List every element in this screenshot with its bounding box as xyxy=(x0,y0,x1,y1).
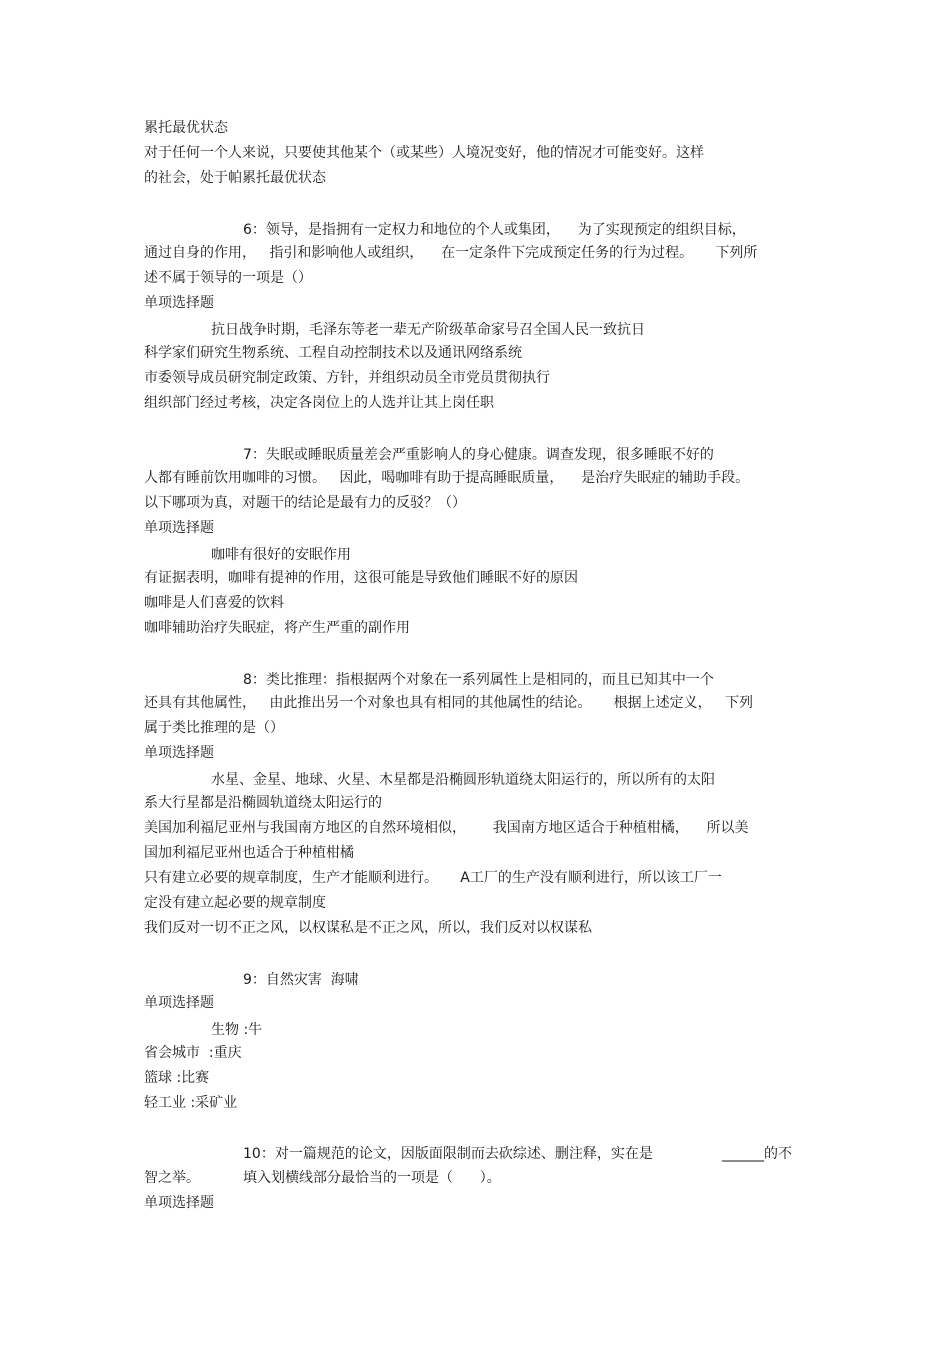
q10-stem-line-1: 10：对一篇规范的论文，因版面限制而去砍综述、删注释，实在是 xyxy=(243,1146,653,1162)
q6-option-b: 科学家们研究生物系统、工程自动控制技术以及通讯网络系统 xyxy=(144,345,522,361)
q6-question-type: 单项选择题 xyxy=(144,295,214,311)
q8-option-c-line-1: 只有建立必要的规章制度，生产才能顺利进行。 A工厂的生产没有顺利进行，所以该工厂一 xyxy=(144,870,722,886)
q8-stem-line-1: 8：类比推理：指根据两个对象在一系列属性上是相同的，而且已知其中一个 xyxy=(243,672,714,688)
q7-option-b: 有证据表明，咖啡有提神的作用，这很可能是导致他们睡眠不好的原因 xyxy=(144,570,578,586)
q9-option-c: 篮球 :比赛 xyxy=(144,1070,210,1086)
q9-stem: 9：自然灾害 海啸 xyxy=(243,972,359,988)
intro-line-3: 的社会，处于帕累托最优状态 xyxy=(144,170,326,186)
q10-question-type: 单项选择题 xyxy=(144,1195,214,1211)
q8-option-a-line-2: 系大行星都是沿椭圆轨道绕太阳运行的 xyxy=(144,795,382,811)
q6-option-c: 市委领导成员研究制定政策、方针，并组织动员全市党员贯彻执行 xyxy=(144,370,550,386)
q8-stem-line-2: 还具有其他属性， 由此推出另一个对象也具有相同的其他属性的结论。 根据上述定义， 下列 xyxy=(144,695,753,711)
q7-stem-line-1: 7：失眠或睡眠质量差会严重影响人的身心健康。调查发现，很多睡眠不好的 xyxy=(243,447,714,463)
q6-option-d: 组织部门经过考核，决定各岗位上的人选并让其上岗任职 xyxy=(144,395,494,411)
q10-fill-instruction: 填入划横线部分最恰当的一项是（ ）。 xyxy=(243,1170,501,1186)
q9-option-a: 生物 :牛 xyxy=(211,1022,263,1038)
intro-line-1: 累托最优状态 xyxy=(144,120,228,136)
q8-question-type: 单项选择题 xyxy=(144,745,214,761)
q8-option-a-line-1: 水星、金星、地球、火星、木星都是沿椭圆形轨道绕太阳运行的，所以所有的太阳 xyxy=(211,772,715,788)
q7-stem-line-2: 人都有睡前饮用咖啡的习惯。 因此，喝咖啡有助于提高睡眠质量， 是治疗失眠症的辅助手段。 xyxy=(144,470,750,486)
q7-option-a: 咖啡有很好的安眠作用 xyxy=(211,547,351,563)
q8-option-b-line-2: 国加利福尼亚州也适合于种植柑橘 xyxy=(144,845,354,861)
q6-stem-line-2: 通过自身的作用， 指引和影响他人或组织， 在一定条件下完成预定任务的行为过程。 下列所 xyxy=(144,245,758,261)
q8-option-c-line-2: 定没有建立起必要的规章制度 xyxy=(144,895,326,911)
q7-stem-line-3: 以下哪项为真，对题干的结论是最有力的反驳？（） xyxy=(144,495,466,511)
q6-stem-line-3: 述不属于领导的一项是（） xyxy=(144,270,312,286)
q6-option-a: 抗日战争时期，毛泽东等老一辈无产阶级革命家号召全国人民一致抗日 xyxy=(211,322,645,338)
q6-stem-line-1: 6：领导，是指拥有一定权力和地位的个人或集团， 为了实现预定的组织目标， xyxy=(243,222,746,238)
q8-stem-line-3: 属于类比推理的是（） xyxy=(144,720,284,736)
q8-option-b-line-1: 美国加利福尼亚州与我国南方地区的自然环境相似， 我国南方地区适合于种植柑橘， 所以美 xyxy=(144,820,749,836)
q7-option-d: 咖啡辅助治疗失眠症，将产生严重的副作用 xyxy=(144,620,410,636)
q9-option-d: 轻工业 :采矿业 xyxy=(144,1095,238,1111)
q7-question-type: 单项选择题 xyxy=(144,520,214,536)
q9-option-b: 省会城市 :重庆 xyxy=(144,1045,242,1061)
q7-option-c: 咖啡是人们喜爱的饮料 xyxy=(144,595,284,611)
q10-stem-line-2: 智之举。 xyxy=(144,1170,200,1186)
q8-option-d: 我们反对一切不正之风，以权谋私是不正之风，所以，我们反对以权谋私 xyxy=(144,920,592,936)
intro-line-2: 对于任何一个人来说，只要使其他某个（或某些）人境况变好，他的情况才可能变好。这样 xyxy=(144,145,704,161)
q10-blank-underline: ______的不 xyxy=(722,1146,792,1162)
q9-question-type: 单项选择题 xyxy=(144,995,214,1011)
